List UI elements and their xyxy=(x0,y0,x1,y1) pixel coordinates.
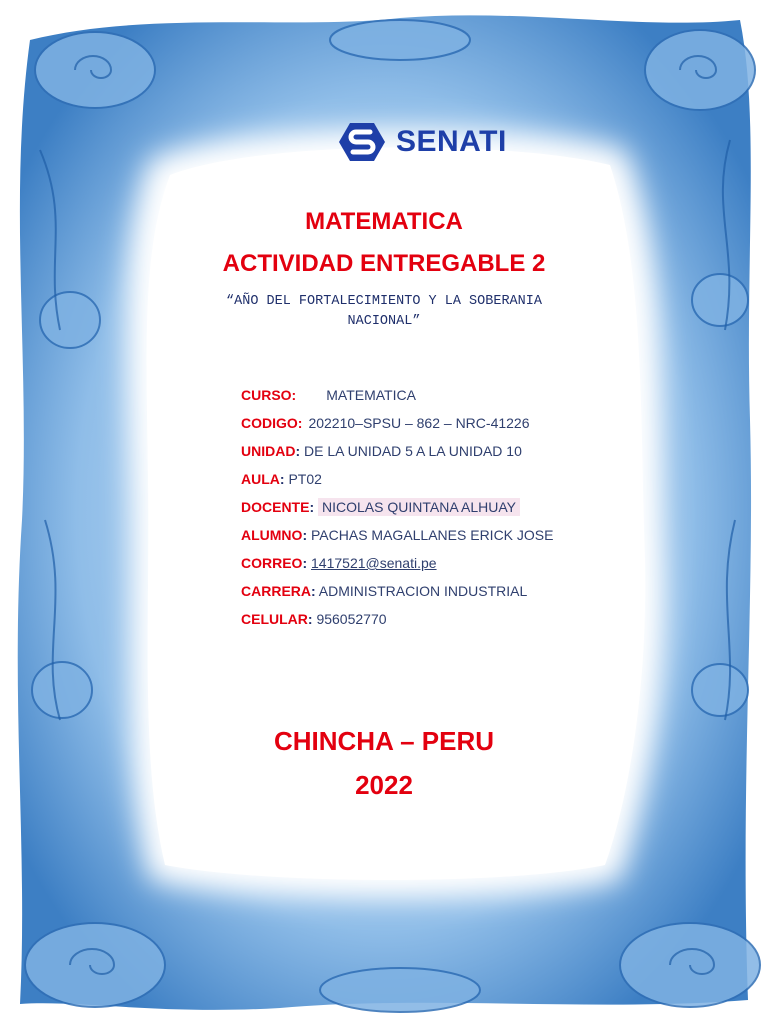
aula-label: AULA xyxy=(241,471,280,487)
info-row-carrera: CARRERA: ADMINISTRACION INDUSTRIAL xyxy=(241,583,528,599)
info-row-aula: AULA: PT02 xyxy=(241,471,322,487)
curso-label: CURSO: xyxy=(241,387,297,403)
info-row-docente: DOCENTE: NICOLAS QUINTANA ALHUAY xyxy=(241,496,553,524)
correo-label: CORREO xyxy=(241,555,303,571)
senati-logo xyxy=(338,120,507,164)
info-row-correo: CORREO: 1417521@senati.pe xyxy=(241,555,437,571)
curso-value: MATEMATICA xyxy=(326,387,416,403)
carrera-value: ADMINISTRACION INDUSTRIAL xyxy=(318,583,528,599)
alumno-value: PACHAS MAGALLANES ERICK JOSE xyxy=(311,527,554,543)
unidad-label: UNIDAD xyxy=(241,443,296,459)
alumno-label: ALUMNO xyxy=(241,527,303,543)
info-row-unidad: UNIDAD: DE LA UNIDAD 5 A LA UNIDAD 10 xyxy=(241,443,522,459)
carrera-label: CARRERA xyxy=(241,583,311,599)
info-row-codigo xyxy=(241,412,553,440)
unidad-value: DE LA UNIDAD 5 A LA UNIDAD 10 xyxy=(304,443,522,459)
year-text: 2022 xyxy=(355,770,413,800)
course-title: MATEMATICA xyxy=(305,208,463,235)
celular-value: 956052770 xyxy=(316,611,387,627)
info-row-celular: CELULAR: 956052770 xyxy=(241,611,387,627)
info-row-alumno: ALUMNO: PACHAS MAGALLANES ERICK JOSE xyxy=(241,527,554,543)
activity-title: ACTIVIDAD ENTREGABLE 2 xyxy=(222,250,546,277)
location-text: CHINCHA – PERU xyxy=(273,726,495,756)
logo-text: SENATI xyxy=(396,125,507,158)
senati-logo-icon xyxy=(338,121,386,163)
year-motto-line-2: NACIONAL” xyxy=(347,314,421,329)
year-motto xyxy=(200,292,568,332)
celular-label: CELULAR xyxy=(241,611,308,627)
year-motto-line-1: “AÑO DEL FORTALECIMIENTO Y LA SOBERANIA xyxy=(226,294,542,309)
codigo-label: CODIGO: xyxy=(241,415,303,431)
codigo-value: 202210–SPSU – 862 – NRC-41226 xyxy=(308,415,530,431)
aula-value: PT02 xyxy=(288,471,322,487)
email-link[interactable]: 1417521@senati.pe xyxy=(311,555,437,571)
docente-value: NICOLAS QUINTANA ALHUAY xyxy=(318,498,520,516)
student-info-block xyxy=(241,384,553,636)
info-row-curso xyxy=(241,384,553,412)
docente-label: DOCENTE xyxy=(241,499,310,515)
